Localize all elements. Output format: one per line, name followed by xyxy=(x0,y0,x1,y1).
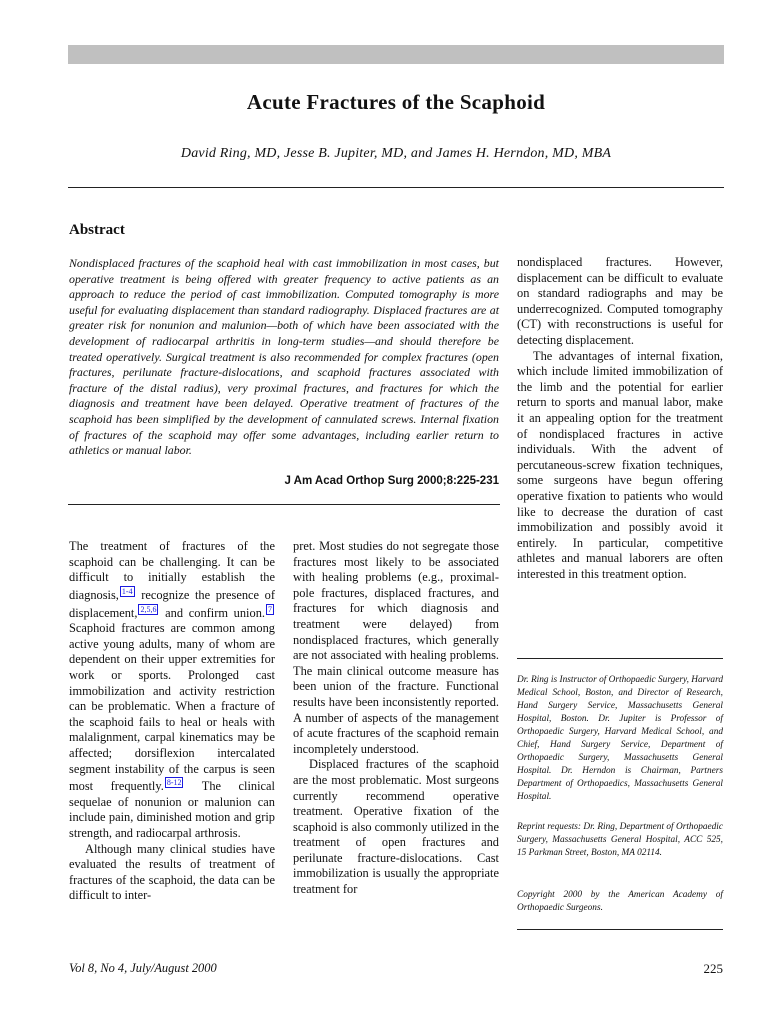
abstract-text: Nondisplaced fractures of the scaphoid heal with cast immobilization in most cases, but operative treatment is being offered with greater frequency to active patients as an approach to reduce the period of cast immobilization. Computed tomography is more useful for evaluating displacement than standard radiography. Displaced fractures are at greater risk for nonunion and malunion—both of which have been associated with the development of radiocarpal arthritis in long-term studies—and should therefore be treated operatively. Surgical treatment is also recommended for complex fractures (open fractures, perilunate fracture-dislocations, and scaphoid fractures associated with fracture of the distal radius), very proximal fractures, and fractures for which the diagnosis and treatment have been delayed. Operative treatment of fractures of the scaphoid has been simplified by the development of cannulated screws. Internal fixation of fractures of the scaphoid may offer some advantages, including earlier return to athletics or manual labor. xyxy=(69,256,499,458)
notes-top-divider xyxy=(517,658,723,659)
page-number: 225 xyxy=(703,961,723,976)
journal-citation: J Am Acad Orthop Surg 2000;8:225-231 xyxy=(284,475,499,487)
abstract-divider xyxy=(68,504,500,505)
issue-info: Vol 8, No 4, July/August 2000 xyxy=(69,961,217,975)
body-column-1 xyxy=(69,539,275,904)
reference-link[interactable]: 2,5,6 xyxy=(140,604,157,614)
body-paragraph: Although many clinical studies have evaluated the results of treatment of fractures of the scaphoid, the data can be difficult to inter- xyxy=(69,841,275,903)
copyright-notice: Copyright 2000 by the American Academy of Orthopaedic Surgeons. xyxy=(517,890,723,913)
body-paragraph: The treatment of fractures of the scaphoid can be challenging. It can be difficult to initially establish the diagnosis, 1-4 recognize the presence of displacement, 2,5,6 and confirm union. 7 Scaphoid fractures are common among active young adults, many of whom are dependent on their upper extremities for work or sports. Prolonged cast immobilization and activity restriction can be problematic. When a fracture of the scaphoid fails to heal or heals with malalignment, carpal kinematics may be affected; dorsiflexion intercalated segment instability of the carpus is seen most frequently. 8-12 The clinical sequelae of nonunion or malunion can include pain, diminished motion and grip strength, and radiocarpal arthrosis. xyxy=(69,539,275,841)
author-affiliations: Dr. Ring is Instructor of Orthopaedic Surgery, Harvard Medical School, Boston, and Director of Research, Hand Surgery Service, Massachusetts General Hospital, Boston. Dr. Jupiter is Professor of Orthopaedic Surgery, Harvard Medical School, and Chief, Hand Surgery Service, Department of Orthopaedic Surgery, Massachusetts General Hospital. Dr. Herndon is Chairman, Partners Department of Orthopaedics, Massachusetts General Hospital. xyxy=(517,675,723,802)
header-bar xyxy=(68,45,724,64)
reprint-requests: Reprint requests: Dr. Ring, Department of Orthopaedic Surgery, Massachusetts General Hospital, ACC 525, 15 Parkman Street, Boston, MA 02114. xyxy=(517,822,723,858)
abstract-heading: Abstract xyxy=(69,222,125,238)
body-paragraph: The advantages of internal fixation, which include limited immobilization of the limb and the potential for earlier return to sports and manual labor, make it an appealing option for the treatment of nondisplaced fractures in active individuals. With the advent of percutaneous-screw fixation techniques, some surgeons have begun offering operative fixation to patients who would like to decrease the duration of cast immobilization and possibly avoid it entirely. In particular, competitive athletes and manual laborers are often interested in this treatment option. xyxy=(517,348,723,581)
author-line: David Ring, MD, Jesse B. Jupiter, MD, and James H. Herndon, MD, MBA xyxy=(180,146,612,161)
body-column-3 xyxy=(517,255,723,582)
body-paragraph: pret. Most studies do not segregate those fractures most likely to be associated with healing problems (e.g., proximal-pole fractures, displaced fractures, and fractures for which diagnosis and treatment were delayed) from nondisplaced fractures, which generally are not associated with healing problems. The main clinical outcome measure has been union of the fracture. Functional results have been inconsistently reported. A number of aspects of the management of acute fractures of the scaphoid remain incompletely understood. xyxy=(293,539,499,756)
body-paragraph: nondisplaced fractures. However, displacement can be difficult to evaluate on standard radiographs and may be underrecognized. Computed tomography (CT) with reconstructions is useful for detecting displacement. xyxy=(517,255,723,347)
article-title: Acute Fractures of the Scaphoid xyxy=(246,90,546,114)
reference-link[interactable]: 7 xyxy=(268,604,272,614)
body-paragraph: Displaced fractures of the scaphoid are the most problematic. Most surgeons currently recommend operative treatment. Operative fixation of the scaphoid is also commonly utilized in the treatment of open fractures and perilunate fracture-dislocations. Cast immobilization is usually the appropriate treatment for xyxy=(293,757,499,897)
title-divider xyxy=(68,187,724,188)
body-column-2 xyxy=(293,539,499,898)
notes-bottom-divider xyxy=(517,929,723,930)
reference-link[interactable]: 1-4 xyxy=(121,586,133,596)
reference-link[interactable]: 8-12 xyxy=(166,778,182,788)
